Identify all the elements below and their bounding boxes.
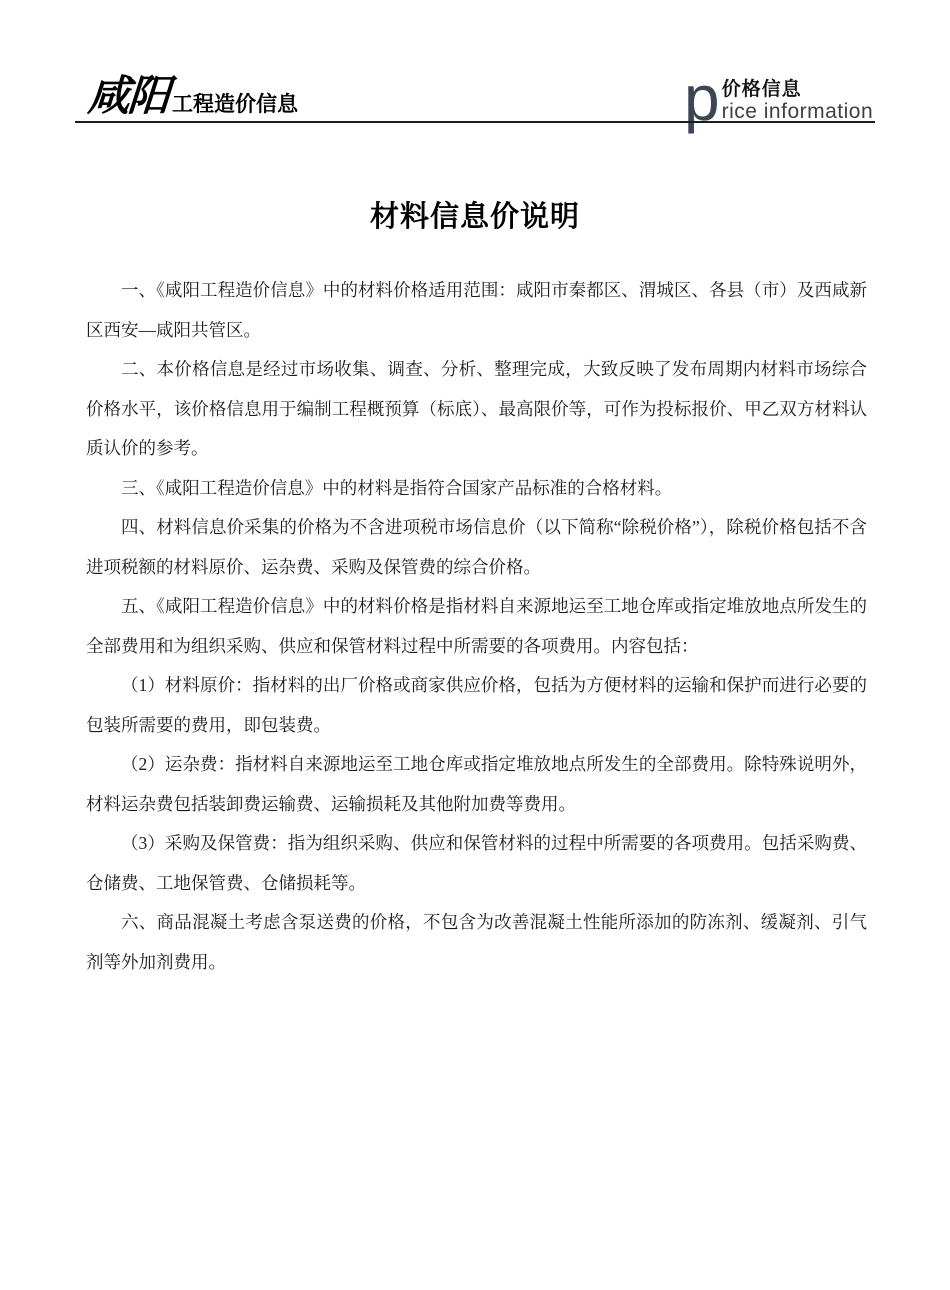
brand-chinese-label: 价格信息 <box>721 79 802 100</box>
paragraph-4: 四、材料信息价采集的价格为不含进项税市场信息价（以下简称“除税价格”），除税价格包括不含进项税额的材料原价、运杂费、采购及保管费的综合价格。 <box>86 517 867 577</box>
paragraph-6: （1）材料原价：指材料的出厂价格或商家供应价格，包括为方便材料的运输和保护而进行必要的包装所需要的费用，即包装费。 <box>86 675 867 735</box>
logo-calligraphy-text: 咸阳 <box>86 71 170 120</box>
paragraph-3: 三、《咸阳工程造价信息》中的材料是指符合国家产品标准的合格材料。 <box>121 477 673 498</box>
brand-initial-letter: p <box>684 62 720 134</box>
page-title: 材料信息价说明 <box>369 201 580 233</box>
brand-english-label: rice information <box>721 99 874 123</box>
xianyang-logo <box>86 71 299 120</box>
price-information-logo <box>684 62 874 134</box>
logo-subtitle-text: 工程造价信息 <box>172 93 299 117</box>
paragraph-5: 五、《咸阳工程造价信息》中的材料价格是指材料自来源地运至工地仓库或指定堆放地点所发生的全部费用和为组织采购、供应和保管材料过程中所需要的各项费用。内容包括： <box>86 596 867 656</box>
paragraph-2: 二、本价格信息是经过市场收集、调查、分析、整理完成，大致反映了发布周期内材料市场综合价格水平，该价格信息用于编制工程概预算（标底）、最高限价等，可作为投标报价、甲乙双方材料认质认价的参考。 <box>86 359 867 458</box>
paragraph-7: （2）运杂费：指材料自来源地运至工地仓库或指定堆放地点所发生的全部费用。除特殊说明外，材料运杂费包括装卸费运输费、运输损耗及其他附加费等费用。 <box>86 754 867 814</box>
paragraph-9: 六、商品混凝土考虑含泵送费的价格，不包含为改善混凝土性能所添加的防冻剂、缓凝剂、引气剂等外加剂费用。 <box>86 912 867 972</box>
paragraph-1: 一、《咸阳工程造价信息》中的材料价格适用范围：咸阳市秦都区、渭城区、各县（市）及西咸新区西安—咸阳共管区。 <box>86 280 867 340</box>
page-header <box>0 0 950 140</box>
paragraph-8: （3）采购及保管费：指为组织采购、供应和保管材料的过程中所需要的各项费用。包括采购费、仓储费、工地保管费、仓储损耗等。 <box>86 833 867 893</box>
document-body <box>0 271 950 982</box>
brand-text-stack <box>722 74 874 123</box>
header-divider <box>75 121 875 123</box>
